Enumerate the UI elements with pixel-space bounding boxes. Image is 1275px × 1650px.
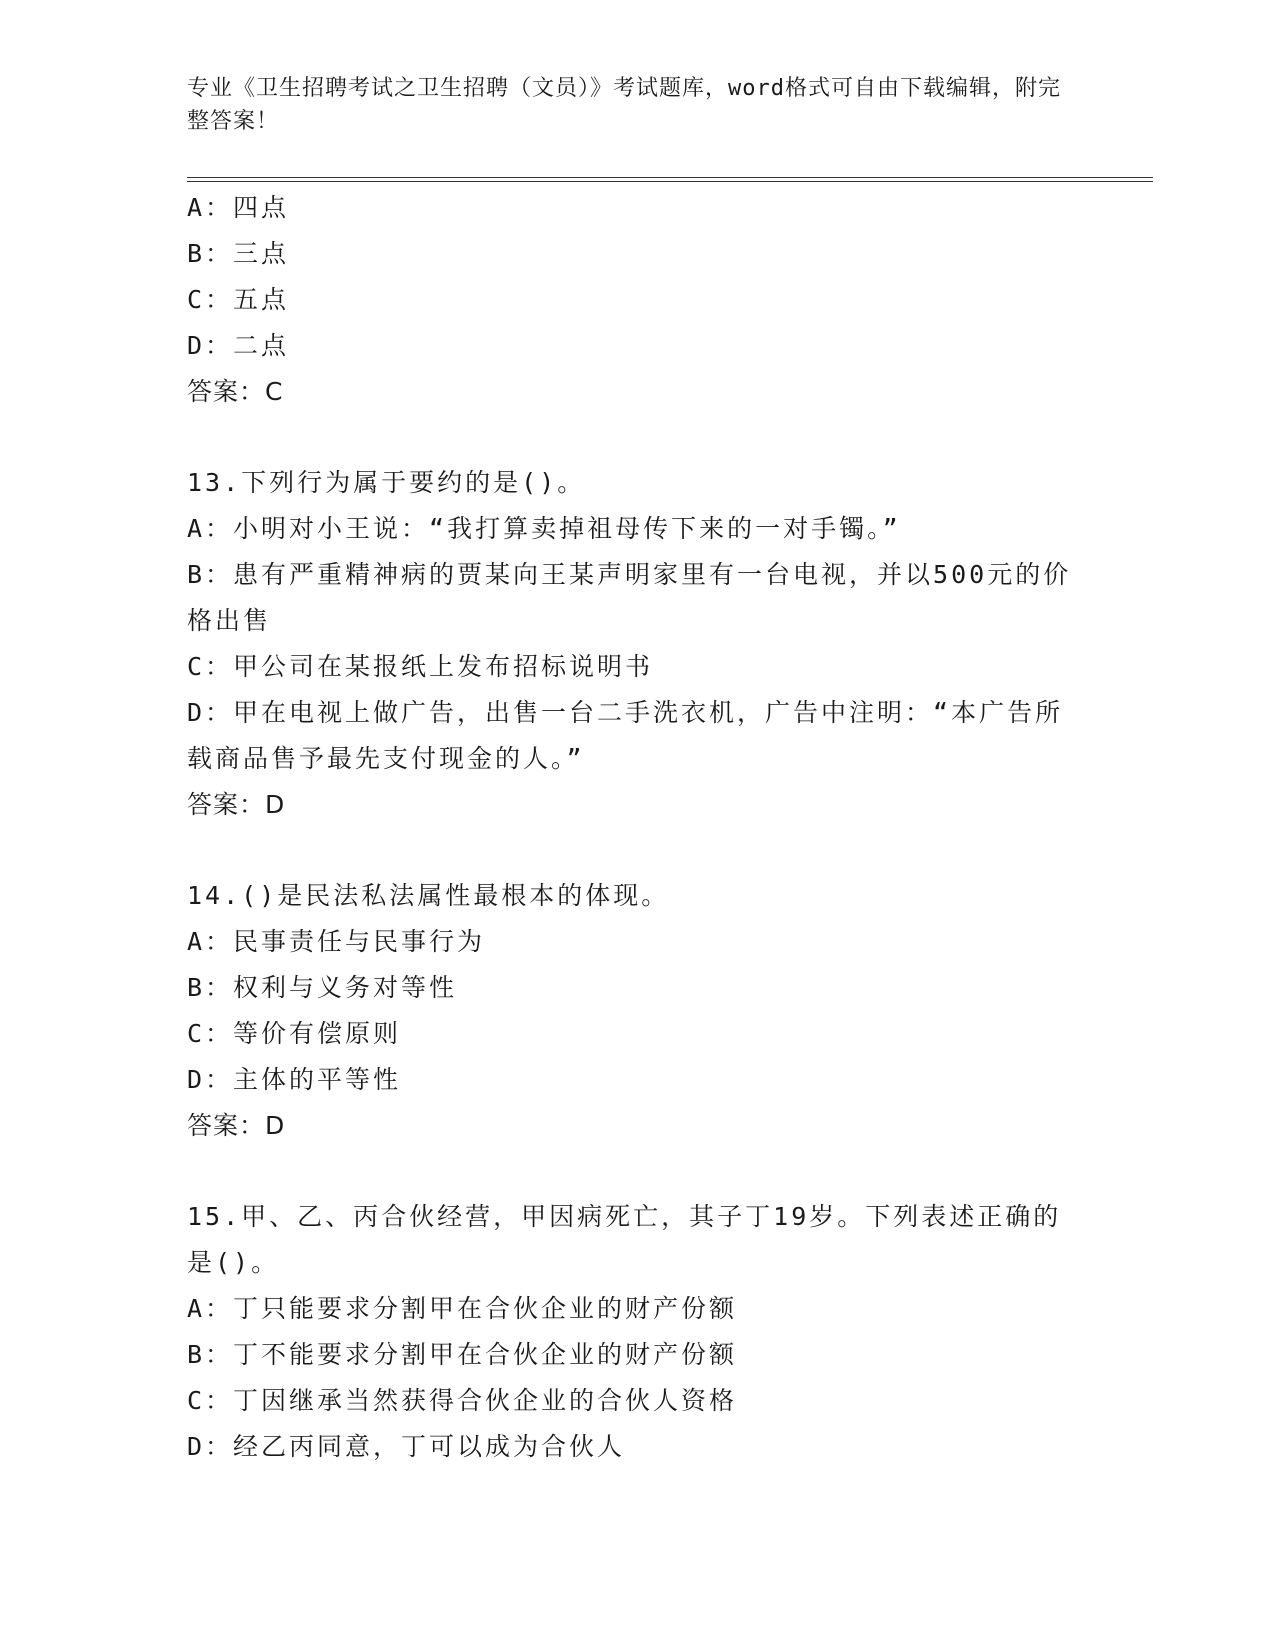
header-rule-bottom	[187, 181, 1153, 182]
option-b: B：患有严重精神病的贾某向王某声明家里有一台电视，并以500元的价格出售	[187, 560, 1072, 635]
option-b: B：丁不能要求分割甲在合伙企业的财产份额	[187, 1340, 738, 1369]
header-rule-top	[187, 177, 1153, 178]
option-b: B：权利与义务对等性	[187, 973, 458, 1002]
option-c: C：甲公司在某报纸上发布招标说明书	[187, 652, 654, 681]
option-c: C：等价有偿原则	[187, 1019, 402, 1048]
option-a: A：四点	[187, 193, 290, 222]
option-a: A：丁只能要求分割甲在合伙企业的财产份额	[187, 1294, 738, 1323]
question-stem: 14.()是民法私法属性最根本的体现。	[187, 881, 670, 910]
question-stem: 15.甲、乙、丙合伙经营，甲因病死亡，其子丁19岁。下列表述正确的是()。	[187, 1202, 1062, 1277]
option-a: A：小明对小王说：“我打算卖掉祖母传下来的一对手镯。”	[187, 514, 901, 543]
option-c: C：五点	[187, 285, 290, 314]
answer-line: 答案：C	[187, 377, 284, 406]
document-header: 专业《卫生招聘考试之卫生招聘（文员）》考试题库，word格式可自由下载编辑，附完整答案！	[187, 76, 1061, 134]
question-13	[187, 460, 1087, 828]
option-a: A：民事责任与民事行为	[187, 927, 486, 956]
option-d: D：主体的平等性	[187, 1065, 402, 1094]
question-stem: 13.下列行为属于要约的是()。	[187, 468, 586, 497]
answer-line: 答案：D	[187, 790, 286, 819]
option-d: D：二点	[187, 331, 290, 360]
option-c: C：丁因继承当然获得合伙企业的合伙人资格	[187, 1386, 738, 1415]
prev-question	[187, 185, 1087, 415]
question-14	[187, 873, 1087, 1149]
option-b: B：三点	[187, 239, 290, 268]
option-d: D：甲在电视上做广告，出售一台二手洗衣机，广告中注明：“本广告所载商品售予最先支付现金的人。”	[187, 698, 1064, 773]
question-content	[187, 185, 1087, 1470]
answer-line: 答案：D	[187, 1111, 286, 1140]
question-15	[187, 1194, 1087, 1470]
option-d: D：经乙丙同意，丁可以成为合伙人	[187, 1432, 626, 1461]
